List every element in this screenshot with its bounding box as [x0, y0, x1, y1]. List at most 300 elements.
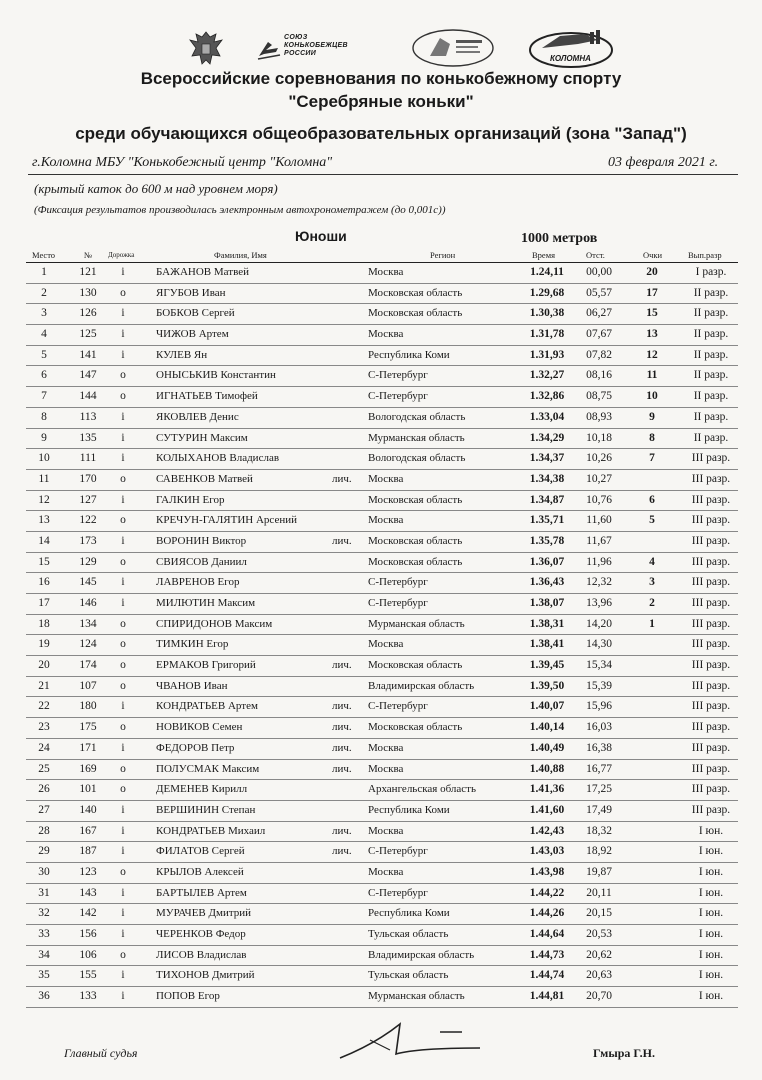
region-cell: Вологодская область	[368, 410, 466, 423]
rank-cell: III разр.	[691, 452, 731, 465]
gap-cell: 10,27	[586, 472, 612, 485]
time-cell: 1.44,74	[529, 969, 565, 982]
time-cell: 1.29,68	[529, 286, 565, 299]
bib-number-cell: 156	[79, 928, 97, 940]
table-row	[0, 760, 762, 781]
rank-cell: III разр.	[691, 762, 731, 775]
document-title: Всероссийские соревнования по конькобежному спорту	[140, 69, 622, 88]
gap-cell: 11,60	[586, 514, 612, 527]
rank-cell: I юн.	[698, 969, 724, 982]
rank-cell: III разр.	[691, 638, 731, 651]
place-cell: 28	[38, 824, 50, 837]
gap-cell: 05,57	[586, 286, 612, 299]
rank-cell: I юн.	[698, 845, 724, 858]
time-cell: 1.44,26	[529, 907, 565, 920]
region-cell: Мурманская область	[368, 990, 465, 1003]
place-cell: 24	[38, 741, 50, 754]
region-cell: Московская область	[368, 659, 463, 672]
place-cell: 6	[41, 369, 47, 382]
event-name: "Серебряные коньки"	[288, 92, 474, 111]
time-cell: 1.34,38	[529, 472, 565, 485]
table-row	[0, 304, 762, 325]
lane-cell: i	[121, 348, 125, 361]
region-cell: Республика Коми	[368, 803, 450, 816]
lane-cell: i	[121, 990, 125, 1003]
time-cell: 1.43,98	[529, 865, 565, 878]
gap-cell: 20,70	[586, 990, 612, 1003]
gap-cell: 12,32	[586, 576, 612, 589]
place-cell: 18	[38, 617, 50, 630]
bib-number-cell: 171	[79, 741, 97, 754]
points-cell: 5	[649, 514, 655, 527]
bib-number-cell: 170	[79, 472, 97, 485]
rank-cell: III разр.	[691, 617, 731, 630]
time-cell: 1.39,50	[529, 679, 565, 692]
table-row	[0, 739, 762, 760]
table-row	[0, 491, 762, 512]
table-row	[0, 677, 762, 698]
place-cell: 5	[41, 348, 47, 361]
place-cell: 29	[38, 845, 50, 858]
bib-number-cell: 169	[79, 762, 97, 775]
lane-cell: i	[121, 410, 125, 423]
gap-cell: 20,62	[586, 948, 612, 961]
bib-number-cell: 142	[79, 907, 97, 920]
bib-number-cell: 135	[79, 431, 97, 444]
rink-note: (крытый каток до 600 м над уровнем моря)	[34, 181, 278, 196]
athlete-name-cell: ЛИСОВ Владислав	[156, 948, 247, 961]
region-cell: С-Петербург	[368, 390, 428, 403]
region-cell: Московская область	[368, 721, 463, 734]
bib-number-cell: 107	[79, 679, 97, 692]
rank-cell: I юн.	[698, 865, 724, 878]
time-cell: 1.31,93	[529, 348, 565, 361]
place-cell: 35	[38, 969, 50, 982]
rank-cell: II разр.	[693, 348, 729, 361]
place-cell: 33	[38, 928, 50, 940]
lane-cell: o	[120, 286, 126, 299]
region-cell: Московская область	[368, 286, 463, 299]
gap-cell: 14,20	[586, 617, 612, 630]
lane-cell: i	[121, 266, 125, 278]
personal-entry-note: лич.	[332, 534, 352, 547]
table-row	[0, 263, 762, 284]
skating-union-logo: СОЮЗ КОНЬКОБЕЖЦЕВ РОССИИ	[256, 34, 356, 72]
time-cell: 1.42,43	[529, 824, 565, 837]
athlete-name-cell: КОНДРАТЬЕВ Артем	[156, 700, 258, 713]
place-cell: 32	[38, 907, 50, 920]
points-cell: 3	[649, 576, 655, 589]
place-cell: 19	[38, 638, 50, 651]
lane-cell: o	[120, 948, 126, 961]
time-cell: 1.34,29	[529, 431, 565, 444]
table-row	[0, 284, 762, 305]
region-cell: Москва	[368, 266, 404, 278]
gap-cell: 10,26	[586, 452, 612, 465]
rank-cell: I юн.	[698, 948, 724, 961]
gap-cell: 14,30	[586, 638, 612, 651]
region-cell: Москва	[368, 514, 404, 527]
lane-cell: i	[121, 741, 125, 754]
athlete-name-cell: ВЕРШИНИН Степан	[156, 803, 256, 816]
lane-cell: o	[120, 617, 126, 630]
chief-judge-name: Гмыра Г.Н.	[593, 1046, 656, 1060]
personal-entry-note: лич.	[332, 472, 352, 485]
time-cell: 1.44,81	[529, 990, 565, 1003]
region-cell: С-Петербург	[368, 845, 428, 858]
lane-cell: i	[121, 534, 125, 547]
athlete-name-cell: ЧВАНОВ Иван	[156, 679, 228, 692]
place-cell: 34	[38, 948, 50, 961]
rank-cell: III разр.	[691, 555, 731, 568]
region-cell: Москва	[368, 762, 404, 775]
athlete-name-cell: КРЫЛОВ Алексей	[156, 865, 244, 878]
region-cell: Московская область	[368, 555, 463, 568]
bib-number-cell: 134	[79, 617, 97, 630]
rank-cell: III разр.	[691, 597, 731, 609]
table-header	[0, 250, 762, 262]
table-row	[0, 346, 762, 367]
place-cell: 11	[38, 472, 50, 485]
lane-cell: i	[121, 969, 125, 982]
region-cell: С-Петербург	[368, 576, 428, 589]
points-cell: 9	[649, 410, 655, 423]
gap-cell: 07,67	[586, 328, 612, 341]
points-cell: 17	[646, 286, 658, 299]
bib-number-cell: 141	[79, 348, 97, 361]
lane-cell: i	[121, 452, 125, 465]
lane-cell: o	[120, 514, 126, 527]
lane-cell: i	[121, 328, 125, 341]
athlete-name-cell: ЧИЖОВ Артем	[156, 328, 229, 341]
table-row	[0, 842, 762, 863]
athlete-name-cell: СПИРИДОНОВ Максим	[156, 617, 273, 630]
table-row	[0, 863, 762, 884]
lane-cell: i	[121, 597, 125, 609]
event-date: 03 февраля 2021 г.	[608, 155, 719, 170]
points-cell: 12	[646, 348, 658, 361]
gap-cell: 11,96	[586, 555, 612, 568]
bib-number-cell: 133	[79, 990, 97, 1003]
rank-cell: II разр.	[693, 369, 729, 382]
lane-cell: i	[121, 824, 125, 837]
rank-cell: III разр.	[691, 741, 731, 754]
col-points: Очки	[643, 250, 663, 260]
table-row	[0, 966, 762, 987]
col-name: Фамилия, Имя	[214, 250, 267, 260]
bib-number-cell: 106	[79, 948, 97, 961]
bib-number-cell: 147	[79, 369, 97, 382]
gap-cell: 07,82	[586, 348, 612, 361]
lane-cell: o	[120, 369, 126, 382]
rank-cell: I юн.	[698, 824, 724, 837]
personal-entry-note: лич.	[332, 824, 352, 837]
place-cell: 27	[38, 803, 50, 816]
athlete-name-cell: МУРАЧЕВ Дмитрий	[156, 907, 252, 920]
time-cell: 1.38,31	[529, 617, 565, 630]
region-cell: Москва	[368, 824, 404, 837]
place-cell: 9	[41, 431, 47, 444]
table-row	[0, 387, 762, 408]
table-row	[0, 408, 762, 429]
table-row	[0, 553, 762, 574]
signature	[330, 1010, 490, 1070]
table-row	[0, 904, 762, 925]
bib-number-cell: 146	[79, 597, 97, 609]
region-cell: Москва	[368, 328, 404, 341]
time-cell: 1.41,36	[529, 783, 565, 796]
personal-entry-note: лич.	[332, 845, 352, 858]
gap-cell: 00,00	[586, 266, 612, 278]
bib-number-cell: 121	[79, 266, 97, 278]
table-row	[0, 946, 762, 967]
personal-entry-note: лич.	[332, 659, 352, 672]
bib-number-cell: 130	[79, 286, 97, 299]
rank-cell: III разр.	[691, 783, 731, 796]
place-cell: 17	[38, 597, 50, 609]
personal-entry-note: лич.	[332, 762, 352, 775]
table-row	[0, 697, 762, 718]
rank-cell: I юн.	[698, 928, 724, 940]
gap-cell: 16,38	[586, 741, 612, 754]
bib-number-cell: 123	[79, 865, 97, 878]
distance-heading: 1000 метров	[521, 231, 598, 246]
rank-cell: II разр.	[693, 410, 729, 423]
place-cell: 2	[41, 286, 47, 299]
bib-number-cell: 113	[79, 410, 97, 423]
gap-cell: 17,25	[586, 783, 612, 796]
lane-cell: o	[120, 721, 126, 734]
region-cell: Тульская область	[368, 969, 449, 982]
table-row	[0, 573, 762, 594]
bib-number-cell: 155	[79, 969, 97, 982]
time-cell: 1.35,71	[529, 514, 565, 527]
region-cell: Республика Коми	[368, 907, 450, 920]
place-cell: 16	[38, 576, 50, 589]
bib-number-cell: 187	[79, 845, 97, 858]
table-row	[0, 449, 762, 470]
place-cell: 30	[38, 865, 50, 878]
gap-cell: 10,76	[586, 493, 612, 506]
time-cell: 1.44,64	[529, 928, 565, 940]
rank-cell: III разр.	[691, 721, 731, 734]
place-cell: 26	[38, 783, 50, 796]
points-cell: 2	[649, 597, 655, 609]
region-cell: С-Петербург	[368, 597, 428, 609]
region-cell: Мурманская область	[368, 617, 465, 630]
time-cell: 1.33,04	[529, 410, 565, 423]
time-cell: 1.32,86	[529, 390, 565, 403]
region-cell: Москва	[368, 472, 404, 485]
col-place: Место	[32, 250, 56, 260]
group-heading: Юноши	[295, 228, 347, 244]
document-subtitle: среди обучающихся общеобразовательных организаций (зона "Запад")	[75, 124, 687, 143]
athlete-name-cell: КУЛЕВ Ян	[156, 348, 208, 361]
timing-note: (Фиксация результатов производилась электронным автохронометражем (до 0,001с))	[34, 204, 446, 216]
rank-cell: III разр.	[691, 679, 731, 692]
bib-number-cell: 143	[79, 886, 97, 899]
points-cell: 11	[646, 369, 658, 382]
athlete-name-cell: ТИХОНОВ Дмитрий	[156, 969, 255, 982]
lane-cell: o	[120, 659, 126, 672]
table-row	[0, 822, 762, 843]
athlete-name-cell: СВИЯСОВ Даниил	[156, 555, 247, 568]
athlete-name-cell: ПОЛУСМАК Максим	[156, 762, 260, 775]
table-row	[0, 884, 762, 905]
rank-cell: I разр.	[695, 266, 727, 278]
gap-cell: 10,18	[586, 431, 612, 444]
time-cell: 1.43,03	[529, 845, 565, 858]
lane-cell: o	[120, 762, 126, 775]
place-cell: 23	[38, 721, 50, 734]
place-cell: 13	[38, 514, 50, 527]
lane-cell: i	[121, 907, 125, 920]
lane-cell: i	[121, 700, 125, 713]
place-cell: 21	[38, 679, 50, 692]
table-row	[0, 987, 762, 1008]
rank-cell: III разр.	[691, 472, 731, 485]
lane-cell: i	[121, 803, 125, 816]
athlete-name-cell: ЕРМАКОВ Григорий	[156, 659, 256, 672]
table-row	[0, 594, 762, 615]
lane-cell: o	[120, 783, 126, 796]
bib-number-cell: 144	[79, 390, 97, 403]
lane-cell: o	[120, 865, 126, 878]
athlete-name-cell: БОБКОВ Сергей	[156, 307, 235, 320]
venue: г.Коломна МБУ "Конькобежный центр "Коломна"	[32, 155, 333, 170]
place-cell: 4	[41, 328, 47, 341]
col-num: №	[84, 250, 93, 260]
table-row	[0, 801, 762, 822]
athlete-name-cell: СУТУРИН Максим	[156, 431, 248, 444]
points-cell: 4	[649, 555, 655, 568]
region-cell: Москва	[368, 741, 404, 754]
lane-cell: i	[121, 431, 125, 444]
table-row	[0, 925, 762, 946]
region-cell: Вологодская область	[368, 452, 466, 465]
place-cell: 8	[41, 410, 47, 423]
rank-cell: III разр.	[691, 493, 731, 506]
place-cell: 31	[38, 886, 50, 899]
results-table	[0, 263, 762, 1008]
gap-cell: 20,11	[586, 886, 612, 899]
region-cell: Московская область	[368, 493, 463, 506]
place-cell: 3	[41, 307, 47, 320]
lane-cell: i	[121, 886, 125, 899]
gap-cell: 15,39	[586, 679, 612, 692]
athlete-name-cell: ОНЫСЬКИВ Константин	[156, 369, 276, 382]
time-cell: 1.35,78	[529, 534, 565, 547]
athlete-name-cell: ТИМКИН Егор	[156, 638, 229, 651]
athlete-name-cell: ЧЕРЕНКОВ Федор	[156, 928, 246, 940]
place-cell: 20	[38, 659, 50, 672]
points-cell: 1	[649, 617, 655, 630]
athlete-name-cell: ВОРОНИН Виктор	[156, 534, 247, 547]
lane-cell: i	[121, 307, 125, 320]
athlete-name-cell: ДЕМЕНЕВ Кирилл	[156, 783, 248, 796]
region-cell: Мурманская область	[368, 431, 465, 444]
rank-cell: III разр.	[691, 700, 731, 713]
points-cell: 13	[646, 328, 658, 341]
rank-cell: III разр.	[691, 534, 731, 547]
place-cell: 15	[38, 555, 50, 568]
rank-cell: III разр.	[691, 576, 731, 589]
place-cell: 1	[41, 266, 47, 278]
lane-cell: o	[120, 390, 126, 403]
bib-number-cell: 122	[79, 514, 97, 527]
bib-number-cell: 180	[79, 700, 97, 713]
points-cell: 20	[646, 266, 658, 278]
gap-cell: 16,03	[586, 721, 612, 734]
gap-cell: 20,63	[586, 969, 612, 982]
time-cell: 1.40,14	[529, 721, 565, 734]
gap-cell: 06,27	[586, 307, 612, 320]
athlete-name-cell: КРЕЧУН-ГАЛЯТИН Арсений	[156, 514, 297, 527]
lane-cell: i	[121, 576, 125, 589]
time-cell: 1.30,38	[529, 307, 565, 320]
col-time: Время	[532, 250, 555, 260]
gap-cell: 08,93	[586, 410, 612, 423]
place-cell: 14	[38, 534, 50, 547]
place-cell: 7	[41, 390, 47, 403]
table-row	[0, 366, 762, 387]
gap-cell: 08,16	[586, 369, 612, 382]
table-row	[0, 470, 762, 491]
bib-number-cell: 101	[79, 783, 97, 796]
bib-number-cell: 175	[79, 721, 97, 734]
gap-cell: 15,34	[586, 659, 612, 672]
athlete-name-cell: САВЕНКОВ Матвей	[156, 472, 253, 485]
place-cell: 10	[38, 452, 50, 465]
region-cell: Владимирская область	[368, 948, 475, 961]
points-cell: 8	[649, 431, 655, 444]
personal-entry-note: лич.	[332, 700, 352, 713]
athlete-name-cell: ЛАВРЕНОВ Егор	[156, 576, 240, 589]
rank-cell: II разр.	[693, 431, 729, 444]
table-row	[0, 656, 762, 677]
rank-cell: III разр.	[691, 803, 731, 816]
table-row	[0, 780, 762, 801]
athlete-name-cell: МИЛЮТИН Максим	[156, 597, 256, 609]
athlete-name-cell: БАЖАНОВ Матвей	[156, 266, 249, 278]
time-cell: 1.32,27	[529, 369, 565, 382]
rank-cell: III разр.	[691, 514, 731, 527]
points-cell: 6	[649, 493, 655, 506]
time-cell: 1.36,07	[529, 555, 565, 568]
gap-cell: 16,77	[586, 762, 612, 775]
bib-number-cell: 129	[79, 555, 97, 568]
athlete-name-cell: КОНДРАТЬЕВ Михаил	[156, 824, 266, 837]
athlete-name-cell: ИГНАТЬЕВ Тимофей	[156, 390, 258, 403]
skater-icon	[256, 36, 282, 62]
divider	[28, 174, 738, 175]
lane-cell: o	[120, 472, 126, 485]
points-cell: 15	[646, 307, 658, 320]
rank-cell: II разр.	[693, 390, 729, 403]
time-cell: 1.36,43	[529, 576, 565, 589]
rank-cell: I юн.	[698, 990, 724, 1003]
athlete-name-cell: ЯКОВЛЕВ Денис	[156, 410, 239, 423]
gap-cell: 11,67	[586, 534, 612, 547]
personal-entry-note: лич.	[332, 741, 352, 754]
bib-number-cell: 124	[79, 638, 97, 651]
bib-number-cell: 174	[79, 659, 97, 672]
region-cell: Тульская область	[368, 928, 449, 940]
rank-cell: II разр.	[693, 328, 729, 341]
gap-cell: 20,53	[586, 928, 612, 940]
bib-number-cell: 125	[79, 328, 97, 341]
region-cell: Москва	[368, 865, 404, 878]
